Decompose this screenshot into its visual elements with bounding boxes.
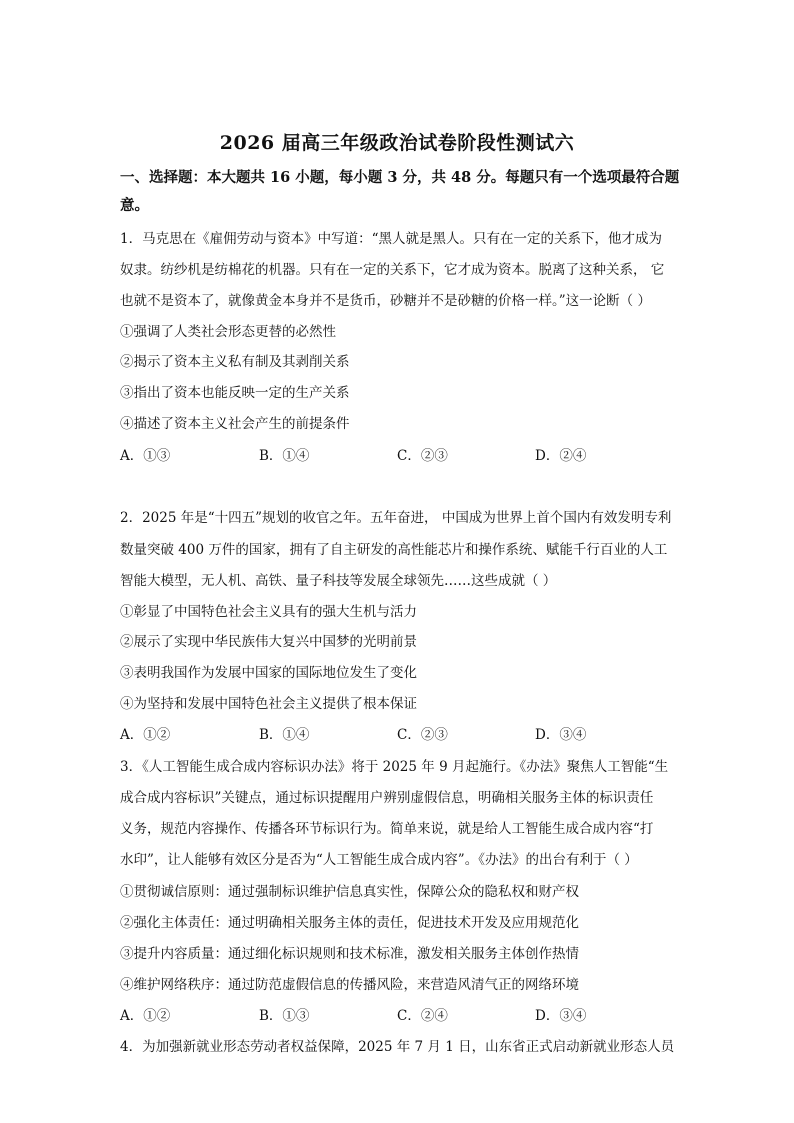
q2-option-d: D．③④ [535, 727, 587, 743]
q2-options [120, 725, 680, 745]
q3-stem-line: 成合成内容标识”关键点，通过标识提醒用户辨别虚假信息，明确相关服务主体的标识责任 [120, 790, 654, 806]
q2-option-b: B．①④ [259, 727, 310, 743]
q3-option-c: C．②④ [397, 1008, 448, 1024]
q1-statement: ②揭示了资本主义私有制及其剥削关系 [120, 354, 350, 370]
q2-option-c: C．②③ [397, 727, 448, 743]
q3-option-b: B．①③ [259, 1008, 310, 1024]
q1-option-b: B．①④ [259, 448, 310, 464]
q2-statement: ④为坚持和发展中国特色社会主义提供了根本保证 [120, 696, 417, 712]
q3-stem-line: 义务，规范内容操作、传播各环节标识行为。简单来说，就是给人工智能生成合成内容“打 [120, 821, 654, 837]
q2-option-a: A．①② [120, 727, 171, 743]
q1-option-d: D．②④ [535, 448, 587, 464]
q3-stem-line: 水印”，让人能够有效区分是否为“人工智能生成合成内容”。《办法》的出台有利于（ ） [120, 852, 638, 868]
page-title: 2026 届高三年级政治试卷阶段性测试六 [219, 132, 575, 154]
q3-statement: ④维护网络秩序：通过防范虚假信息的传播风险，来营造风清气正的网络环境 [120, 977, 579, 993]
q3-stem-line: 3．《人工智能生成合成内容标识办法》将于 2025 年 9 月起施行。《办法》聚焦人工智能“生 [120, 759, 669, 775]
q3-options [120, 1006, 680, 1026]
section-heading: 一、选择题：本大题共 16 小题，每小题 3 分，共 48 分。每题只有一个选项最符合题意。 [120, 169, 680, 214]
q2-stem-line: 智能大模型，无人机、高铁、量子科技等发展全球领先……这些成就（ ） [120, 573, 557, 589]
q2-stem-line: 2．2025 年是“十四五”规划的收官之年。五年奋进， 中国成为世界上首个国内有效发明专利 [120, 510, 672, 526]
q2-statement: ①彰显了中国特色社会主义具有的强大生机与活力 [120, 604, 417, 620]
q1-stem-line: 1．马克思在《雇佣劳动与资本》中写道：“黑人就是黑人。只有在一定的关系下，他才成为 [120, 231, 662, 247]
q1-stem-line: 也就不是资本了，就像黄金本身并不是货币，砂糖并不是砂糖的价格一样。”这一论断（ ） [120, 293, 651, 309]
q3-statement: ①贯彻诚信原则：通过强制标识维护信息真实性，保障公众的隐私权和财产权 [120, 884, 579, 900]
q1-stem-line: 奴隶。纺纱机是纺棉花的机器。只有在一定的关系下，它才成为资本。脱离了这种关系， 它 [120, 262, 665, 278]
q1-option-c: C．②③ [397, 448, 448, 464]
q2-statement: ②展示了实现中华民族伟大复兴中国梦的光明前景 [120, 634, 417, 650]
q1-options [120, 446, 680, 466]
q1-statement: ③指出了资本也能反映一定的生产关系 [120, 385, 350, 401]
q1-statement: ①强调了人类社会形态更替的必然性 [120, 324, 336, 340]
q1-option-a: A．①③ [120, 448, 171, 464]
q3-option-a: A．①② [120, 1008, 171, 1024]
q4-stem-line: 4．为加强新就业形态劳动者权益保障，2025 年 7 月 1 日，山东省正式启动新就业形态人员 [120, 1039, 675, 1055]
q2-statement: ③表明我国作为发展中国家的国际地位发生了变化 [120, 665, 417, 681]
q2-stem-line: 数量突破 400 万件的国家，拥有了自主研发的高性能芯片和操作系统、赋能千行百业的人工 [120, 542, 668, 558]
q3-option-d: D．③④ [535, 1008, 587, 1024]
q1-statement: ④描述了资本主义社会产生的前提条件 [120, 416, 350, 432]
q3-statement: ③提升内容质量：通过细化标识规则和技术标准，激发相关服务主体创作热情 [120, 946, 579, 962]
q3-statement: ②强化主体责任：通过明确相关服务主体的责任，促进技术开发及应用规范化 [120, 915, 579, 931]
